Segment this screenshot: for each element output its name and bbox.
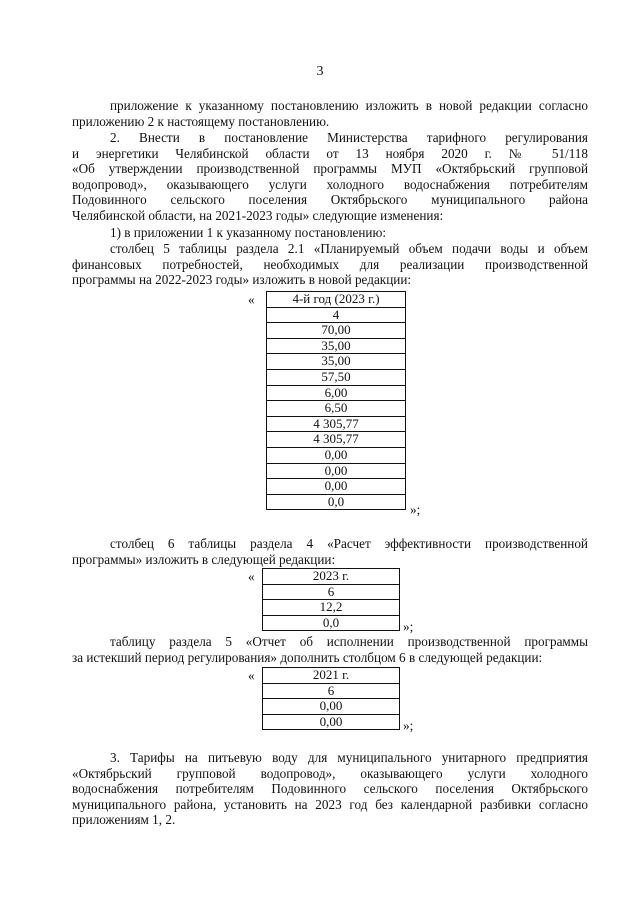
text-line: Подовинного сельского поселения Октябрьского муниципального района bbox=[72, 192, 588, 207]
quote-close: »; bbox=[403, 718, 414, 733]
quote-close: »; bbox=[410, 502, 421, 517]
text-line: муниципального района, установить на 2023 год без календарной разбивки согласно bbox=[72, 796, 588, 812]
table-row bbox=[267, 447, 406, 463]
text-line: приложению 2 к настоящему постановлению. bbox=[72, 113, 330, 129]
table-cell: 0,00 bbox=[267, 463, 406, 479]
paragraph-1 bbox=[72, 98, 588, 129]
text-line: 1) в приложении 1 к указанному постановлению: bbox=[110, 225, 387, 240]
table-row bbox=[267, 494, 406, 510]
table-3 bbox=[262, 667, 400, 730]
quote-open: « bbox=[248, 569, 255, 584]
text-line: финансовых потребностей, необходимых для реализации производственной bbox=[72, 256, 588, 272]
table-cell: 0,00 bbox=[267, 447, 406, 463]
table-1 bbox=[266, 291, 406, 510]
table-row bbox=[263, 668, 400, 684]
text-line: и энергетики Челябинской области от 13 ноября 2020 г. № 51/118 bbox=[72, 145, 588, 161]
table-row bbox=[267, 369, 406, 385]
table-cell: 2021 г. bbox=[263, 668, 400, 684]
table-row bbox=[263, 584, 400, 600]
table-cell: 4 bbox=[267, 307, 406, 323]
text-line: таблицу раздела 5 «Отчет об исполнении производственной программы bbox=[110, 634, 588, 649]
table-row bbox=[267, 479, 406, 495]
paragraph-5 bbox=[72, 536, 588, 567]
table-row bbox=[267, 463, 406, 479]
text-line: 2. Внести в постановление Министерства тарифного регулирования bbox=[110, 130, 588, 145]
table-row bbox=[267, 292, 406, 308]
paragraph-4 bbox=[72, 241, 588, 288]
paragraph-2 bbox=[72, 130, 588, 223]
text-line: программы на 2022-2023 годы» изложить в новой редакции: bbox=[72, 272, 412, 287]
table-cell: 6 bbox=[263, 683, 400, 699]
quote-close: »; bbox=[403, 619, 414, 634]
text-line: за истекший период регулирования» дополнить столбцом 6 в следующей редакции: bbox=[72, 649, 543, 665]
table-cell: 6,00 bbox=[267, 385, 406, 401]
table-row bbox=[263, 569, 400, 585]
text-line: «Октябрьский групповой водопровод», оказывающего услуги холодного bbox=[72, 765, 588, 781]
table-cell: 0,00 bbox=[263, 699, 400, 715]
table-cell: 57,50 bbox=[267, 369, 406, 385]
table-row bbox=[267, 323, 406, 339]
table-row bbox=[263, 600, 400, 616]
table-row bbox=[263, 714, 400, 730]
table-cell: 4 305,77 bbox=[267, 432, 406, 448]
text-line: столбец 5 таблицы раздела 2.1 «Планируемый объем подачи воды и объем bbox=[110, 241, 588, 256]
text-line: «Об утверждении производственной программы МУП «Октябрьский групповой bbox=[72, 161, 588, 176]
table-row bbox=[267, 338, 406, 354]
table-row bbox=[263, 699, 400, 715]
table-row bbox=[263, 683, 400, 699]
quote-open: « bbox=[248, 668, 255, 683]
table-row bbox=[267, 401, 406, 417]
table-row bbox=[267, 432, 406, 448]
text-line: водоснабжения потребителям Подовинного сельского поселения Октябрьского bbox=[72, 781, 588, 796]
text-line: приложение к указанному постановлению изложить в новой редакции согласно bbox=[110, 98, 588, 113]
table-2 bbox=[262, 568, 400, 631]
text-line: 3. Тарифы на питьевую воду для муниципального унитарного предприятия bbox=[110, 750, 588, 765]
table-row bbox=[263, 615, 400, 631]
table-cell: 35,00 bbox=[267, 354, 406, 370]
table-cell: 2023 г. bbox=[263, 569, 400, 585]
table-cell: 0,0 bbox=[267, 494, 406, 510]
text-line: Челябинской области, на 2021-2023 годы» следующие изменения: bbox=[72, 207, 444, 223]
table-cell: 70,00 bbox=[267, 323, 406, 339]
table-cell: 0,00 bbox=[263, 714, 400, 730]
paragraph-6 bbox=[72, 634, 588, 665]
table-row bbox=[267, 354, 406, 370]
table-cell: 6,50 bbox=[267, 401, 406, 417]
table-row bbox=[267, 416, 406, 432]
page-number: 3 bbox=[316, 64, 324, 79]
quote-open: « bbox=[248, 292, 255, 307]
table-cell: 4-й год (2023 г.) bbox=[267, 292, 406, 308]
table-cell: 12,2 bbox=[263, 600, 400, 616]
text-line: столбец 6 таблицы раздела 4 «Расчет эффективности производственной bbox=[110, 536, 588, 551]
paragraph-7 bbox=[72, 750, 588, 828]
table-cell: 0,0 bbox=[263, 615, 400, 631]
table-cell: 0,00 bbox=[267, 479, 406, 495]
text-line: водопровод», оказывающего услуги холодного водоснабжения потребителям bbox=[72, 176, 588, 192]
table-row bbox=[267, 307, 406, 323]
text-line: программы» изложить в следующей редакции: bbox=[72, 551, 336, 567]
table-row bbox=[267, 385, 406, 401]
table-cell: 4 305,77 bbox=[267, 416, 406, 432]
text-line: приложениям 1, 2. bbox=[72, 812, 176, 827]
table-cell: 35,00 bbox=[267, 338, 406, 354]
table-cell: 6 bbox=[263, 584, 400, 600]
paragraph-3 bbox=[72, 225, 588, 241]
